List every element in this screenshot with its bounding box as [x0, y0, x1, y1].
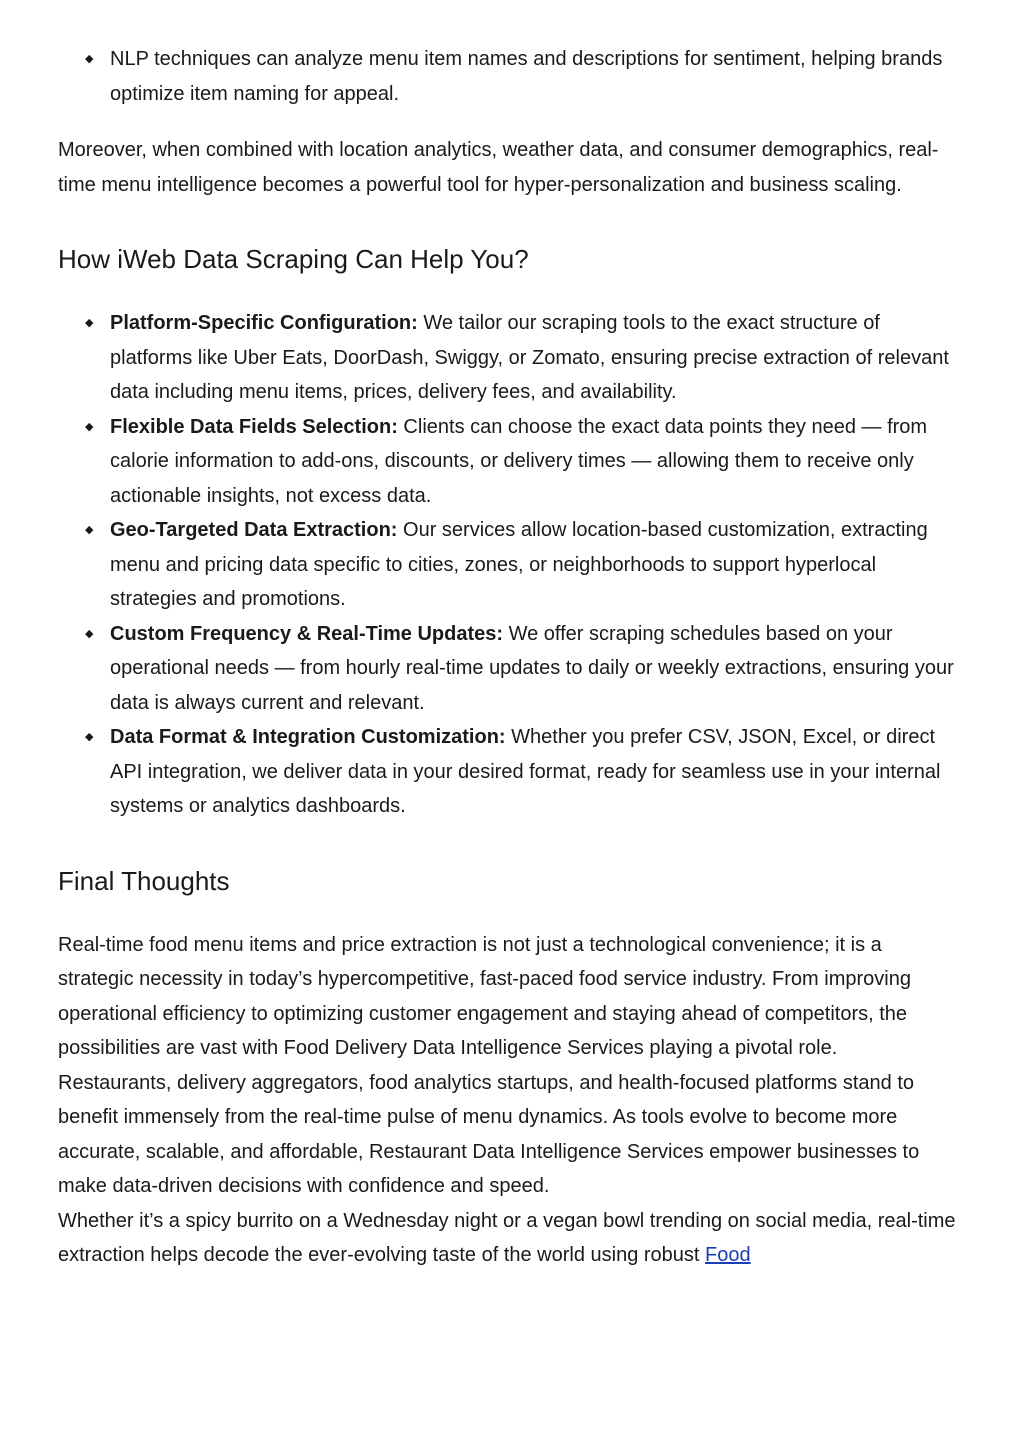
list-item — [85, 617, 958, 721]
document-page — [58, 42, 958, 1273]
diamond-bullet-icon: ◆ — [85, 53, 94, 65]
list-item-title: Data Format & Integration Customization: — [110, 726, 506, 748]
food-delivery-link[interactable]: Food — [705, 1244, 751, 1266]
list-item-text: Our services allow location-based customization, extracting menu and pricing data specific to cities, zones, or neighborhoods to support hyperlocal strategies and promotions. — [110, 519, 928, 610]
diamond-bullet-icon: ◆ — [85, 317, 94, 329]
list-item-title: Custom Frequency & Real-Time Updates: — [110, 622, 504, 645]
list-item — [85, 513, 958, 617]
help-bullet-list — [58, 306, 958, 824]
final-paragraph-2: Restaurants, delivery aggregators, food analytics startups, and health-focused platforms stand to benefit immensely from the real-time pulse of menu dynamics. As tools evolve to become more accurate, scalable, and affordable, Restaurant Data Intelligence Services empower businesses to make data-driven decisions with confidence and speed. — [58, 1071, 920, 1197]
list-item — [85, 306, 958, 410]
section-heading-help: How iWeb Data Scraping Can Help You? — [58, 244, 529, 274]
intro-paragraph: Moreover, when combined with location analytics, weather data, and consumer demographics, real-time menu intelligence becomes a powerful tool for hyper-personalization and business scaling. — [58, 139, 939, 196]
list-item-text: We tailor our scraping tools to the exact structure of platforms like Uber Eats, DoorDash, Swiggy, or Zomato, ensuring precise extraction of relevant data including menu items, prices, delivery fees, and availability. — [110, 312, 949, 403]
list-item — [85, 720, 958, 824]
final-paragraph-3 — [58, 1204, 958, 1273]
list-item-title: Platform-Specific Configuration: — [110, 312, 418, 334]
list-item — [85, 410, 958, 514]
list-item-text: Whether you prefer CSV, JSON, Excel, or direct API integration, we deliver data in your desired format, ready for seamless use in your internal systems or analytics dashboards. — [110, 726, 941, 817]
list-item — [85, 42, 958, 111]
top-bullet-list — [58, 42, 958, 111]
diamond-bullet-icon: ◆ — [85, 627, 94, 640]
list-item-title: Geo-Targeted Data Extraction: — [110, 519, 398, 541]
diamond-bullet-icon: ◆ — [85, 420, 94, 433]
final-paragraph-3-text: Whether it’s a spicy burrito on a Wednesday night or a vegan bowl trending on social media, real-time extraction helps decode the ever-evolving taste of the world using robust — [58, 1209, 956, 1266]
diamond-bullet-icon: ◆ — [85, 731, 94, 743]
section-heading-final: Final Thoughts — [58, 865, 230, 896]
list-item-text: NLP techniques can analyze menu item names and descriptions for sentiment, helping brands optimize item naming for appeal. — [110, 48, 943, 105]
diamond-bullet-icon: ◆ — [85, 524, 94, 536]
list-item-text: Clients can choose the exact data points they need — from calorie information to add-ons, discounts, or delivery times — allowing them to receive only actionable insights, not excess data. — [110, 415, 928, 507]
list-item-title: Flexible Data Fields Selection: — [110, 415, 398, 438]
final-paragraph-1: Real-time food menu items and price extraction is not just a technological convenience; it is a strategic necessity in today’s hypercompetitive, fast-paced food service industry. From improving operational efficiency to optimizing customer engagement and staying ahead of competitors, the possibilities are vast with Food Delivery Data Intelligence Services playing a pivotal role. — [58, 933, 911, 1059]
list-item-text: We offer scraping schedules based on your operational needs — from hourly real-time updates to daily or weekly extractions, ensuring your data is always current and relevant. — [110, 622, 954, 714]
